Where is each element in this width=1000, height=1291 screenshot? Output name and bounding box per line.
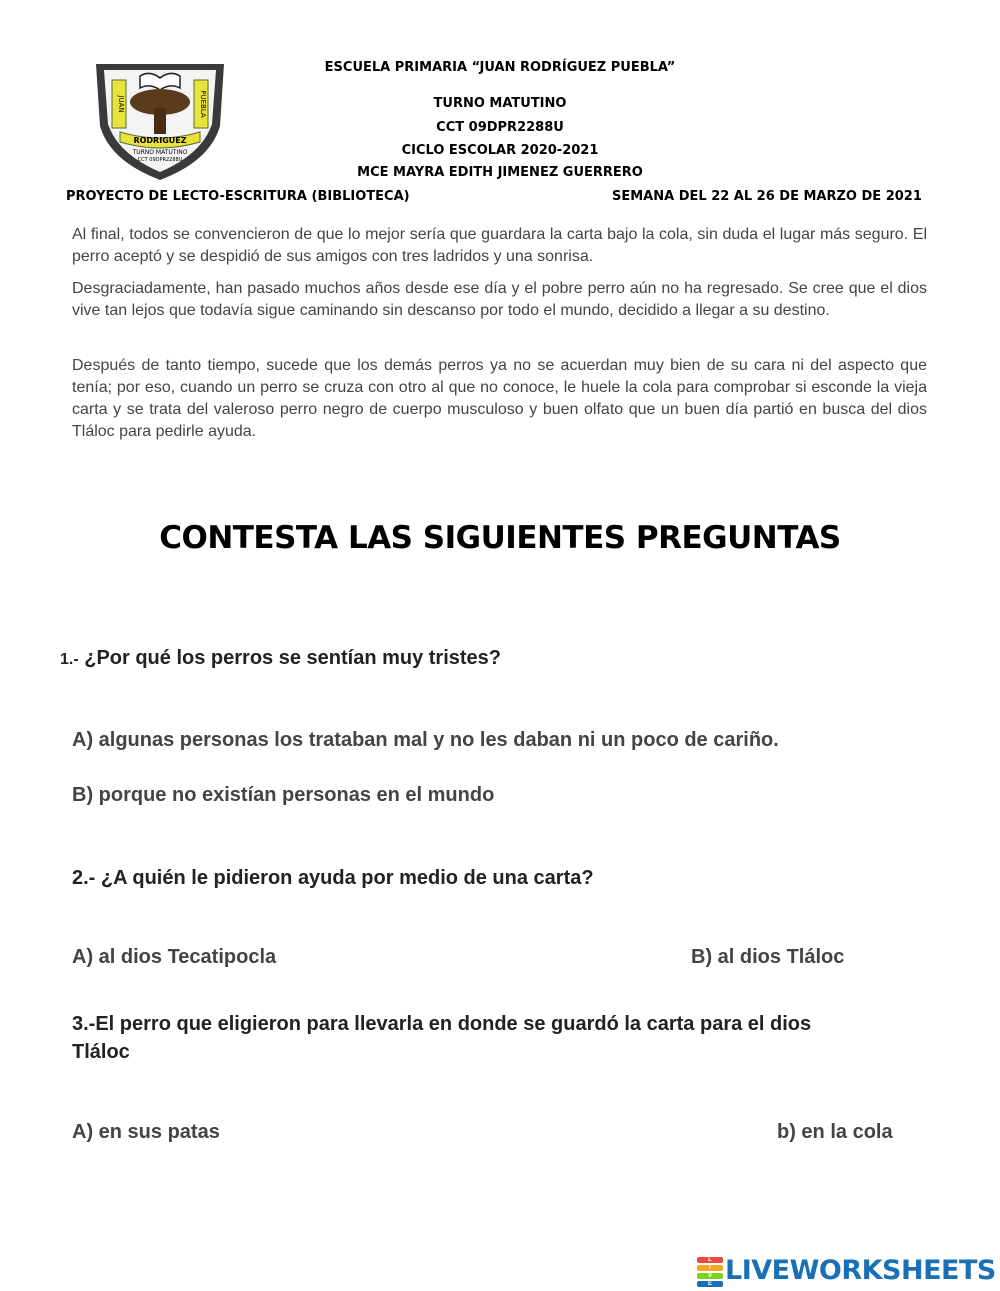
- crest-banner-left: JUAN: [117, 95, 125, 113]
- question-1-option-a[interactable]: A) algunas personas los trataban mal y no les daban ni un poco de cariño.: [72, 729, 779, 751]
- liveworksheets-logo-icon: L I V E: [697, 1256, 723, 1284]
- question-3-option-b[interactable]: b) en la cola: [777, 1121, 893, 1143]
- question-3-line1: 3.-El perro que eligieron para llevarla en donde se guardó la carta para el dios: [72, 1013, 812, 1035]
- school-cycle: CICLO ESCOLAR 2020-2021: [401, 143, 599, 158]
- question-1-text: ¿Por qué los perros se sentían muy tristes?: [78, 647, 502, 669]
- question-3-option-a[interactable]: A) en sus patas: [72, 1121, 220, 1143]
- question-2-option-a[interactable]: A) al dios Tecatipocla: [72, 946, 277, 968]
- teacher-name: MCE MAYRA EDITH JIMENEZ GUERRERO: [357, 165, 643, 180]
- liveworksheets-text: LIVEWORKSHEETS: [725, 1254, 996, 1286]
- reading-paragraph: Al final, todos se convencieron de que lo mejor sería que guardara la carta bajo la cola, sin duda el lugar más seguro. El perro aceptó y se despidió de sus amigos con tres ladridos y una sonrisa.: [72, 226, 927, 265]
- liveworksheets-brand: [697, 1254, 996, 1286]
- crest-banner-right: PUEBLA: [199, 90, 207, 118]
- shift: TURNO MATUTINO: [433, 96, 567, 111]
- question-2-option-b[interactable]: B) al dios Tláloc: [691, 946, 845, 968]
- project-title: PROYECTO DE LECTO-ESCRITURA (BIBLIOTECA): [66, 189, 410, 204]
- section-title: CONTESTA LAS SIGUIENTES PREGUNTAS: [159, 520, 841, 556]
- question-1-number: 1.-: [60, 651, 79, 668]
- crest-bottom-line1: TURNO MATUTINO: [132, 149, 188, 156]
- crest-bottom-line2: CCT 09DPR2288U: [137, 157, 183, 163]
- reading-paragraph: Desgraciadamente, han pasado muchos años desde ese día y el pobre perro aún no ha regresado. Se cree que el dios vive tan lejos que todavía sigue caminando sin descanso por todo el mundo, decidido a llegar a su destino.: [72, 280, 927, 319]
- question-1: [60, 647, 501, 670]
- question-1-option-b[interactable]: B) porque no existían personas en el mundo: [72, 784, 495, 806]
- week-range: SEMANA DEL 22 AL 26 DE MARZO DE 2021: [612, 189, 922, 204]
- question-3-line2: Tláloc: [72, 1041, 130, 1063]
- crest-banner-text: RODRIGUEZ: [133, 136, 187, 145]
- question-2: 2.- ¿A quién le pidieron ayuda por medio de una carta?: [72, 867, 594, 889]
- reading-paragraph: Después de tanto tiempo, sucede que los demás perros ya no se acuerdan muy bien de su cara ni del aspecto que tenía; por eso, cuando un perro se cruza con otro al que no conoce, le huele la cola para comprobar si esconde la vieja carta y se trata del valeroso perro negro de cuerpo musculoso y buen olfato que un buen día partió en busca del dios Tláloc para pedirle ayuda.: [72, 357, 927, 440]
- school-name: ESCUELA PRIMARIA “JUAN RODRÍGUEZ PUEBLA”: [324, 60, 676, 75]
- cct-code: CCT 09DPR2288U: [436, 120, 564, 135]
